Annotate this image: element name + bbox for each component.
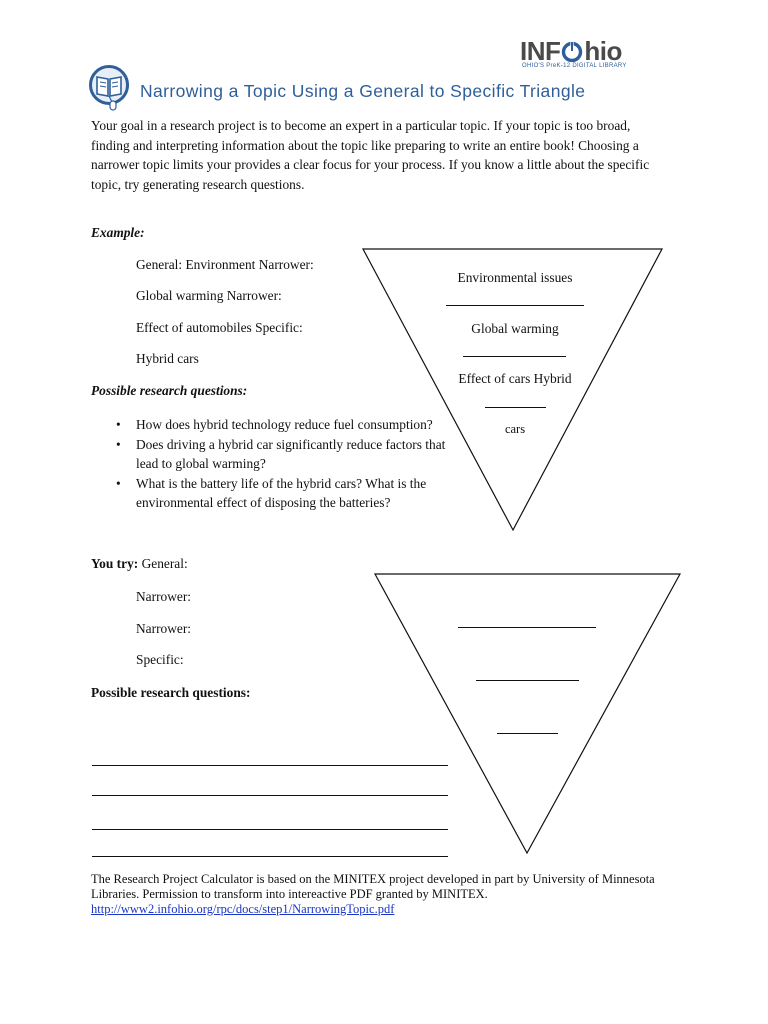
you-try-triangle-line-2[interactable]	[476, 680, 579, 681]
footer-link[interactable]: http://www2.infohio.org/rpc/docs/step1/NarrowingTopic.pdf	[91, 902, 395, 916]
page-title: Narrowing a Topic Using a General to Specific Triangle	[140, 81, 586, 101]
you-try-triangle	[374, 572, 682, 856]
logo-tagline: OHIO'S PreK-12 DIGITAL LIBRARY	[522, 63, 627, 69]
example-question: • Does driving a hybrid car significantly reduce factors that lead to global warming?	[116, 436, 446, 471]
infohio-logo	[520, 38, 630, 70]
you-try-label: You try:	[91, 556, 139, 571]
you-try-questions-label: Possible research questions:	[91, 685, 251, 700]
you-try-general: General:	[141, 556, 188, 571]
you-try-triangle-line-1[interactable]	[458, 627, 596, 628]
example-triangle-divider-2	[463, 356, 566, 357]
footer	[91, 872, 691, 917]
answer-line-2[interactable]	[92, 795, 448, 796]
example-questions-label: Possible research questions:	[91, 383, 248, 398]
example-line-narrower-2: Effect of automobiles Specific:	[136, 320, 303, 335]
example-triangle-level-4: cars	[504, 422, 526, 436]
intro-paragraph: Your goal in a research project is to become an expert in a particular topic. If your topic is too broad, finding and interpreting information about the topic like preparing to write an entire book! Choosing a narrower topic limits your provides a clear focus for your process. If you know a little about the specific topic, try generating research questions.	[91, 118, 650, 192]
example-question: • What is the battery life of the hybrid cars? What is the environmental effect of disposing the batteries?	[116, 475, 427, 510]
you-try-line	[91, 556, 188, 572]
answer-line-3[interactable]	[92, 829, 448, 830]
power-o-icon	[561, 40, 583, 62]
example-triangle	[362, 247, 664, 533]
you-try-triangle-line-3[interactable]	[497, 733, 558, 734]
you-try-narrower-2: Narrower:	[136, 621, 192, 636]
you-try-specific: Specific:	[136, 652, 184, 667]
logo-name: INF hio	[520, 36, 622, 66]
example-line-specific: Hybrid cars	[136, 351, 199, 366]
example-label: Example:	[91, 225, 145, 240]
example-triangle-level-2: Global warming	[471, 321, 559, 336]
you-try-narrower-1: Narrower:	[136, 589, 192, 604]
example-triangle-divider-3	[485, 407, 546, 408]
answer-line-1[interactable]	[92, 765, 448, 766]
example-triangle-level-3: Effect of cars Hybrid	[458, 371, 572, 386]
footer-text: The Research Project Calculator is based on the MINITEX project developed in part by University of Minnesota Libraries. Permission to transform into intereactive PDF granted by MINITEX.	[91, 872, 655, 901]
example-question: • How does hybrid technology reduce fuel consumption?	[116, 417, 433, 432]
answer-line-4[interactable]	[92, 856, 448, 857]
book-mouse-icon	[88, 64, 132, 112]
example-triangle-level-1: Environmental issues	[457, 270, 573, 285]
example-triangle-divider-1	[446, 305, 584, 306]
example-line-narrower-1: Global warming Narrower:	[136, 288, 282, 303]
example-line-general: General: Environment Narrower:	[136, 257, 314, 272]
